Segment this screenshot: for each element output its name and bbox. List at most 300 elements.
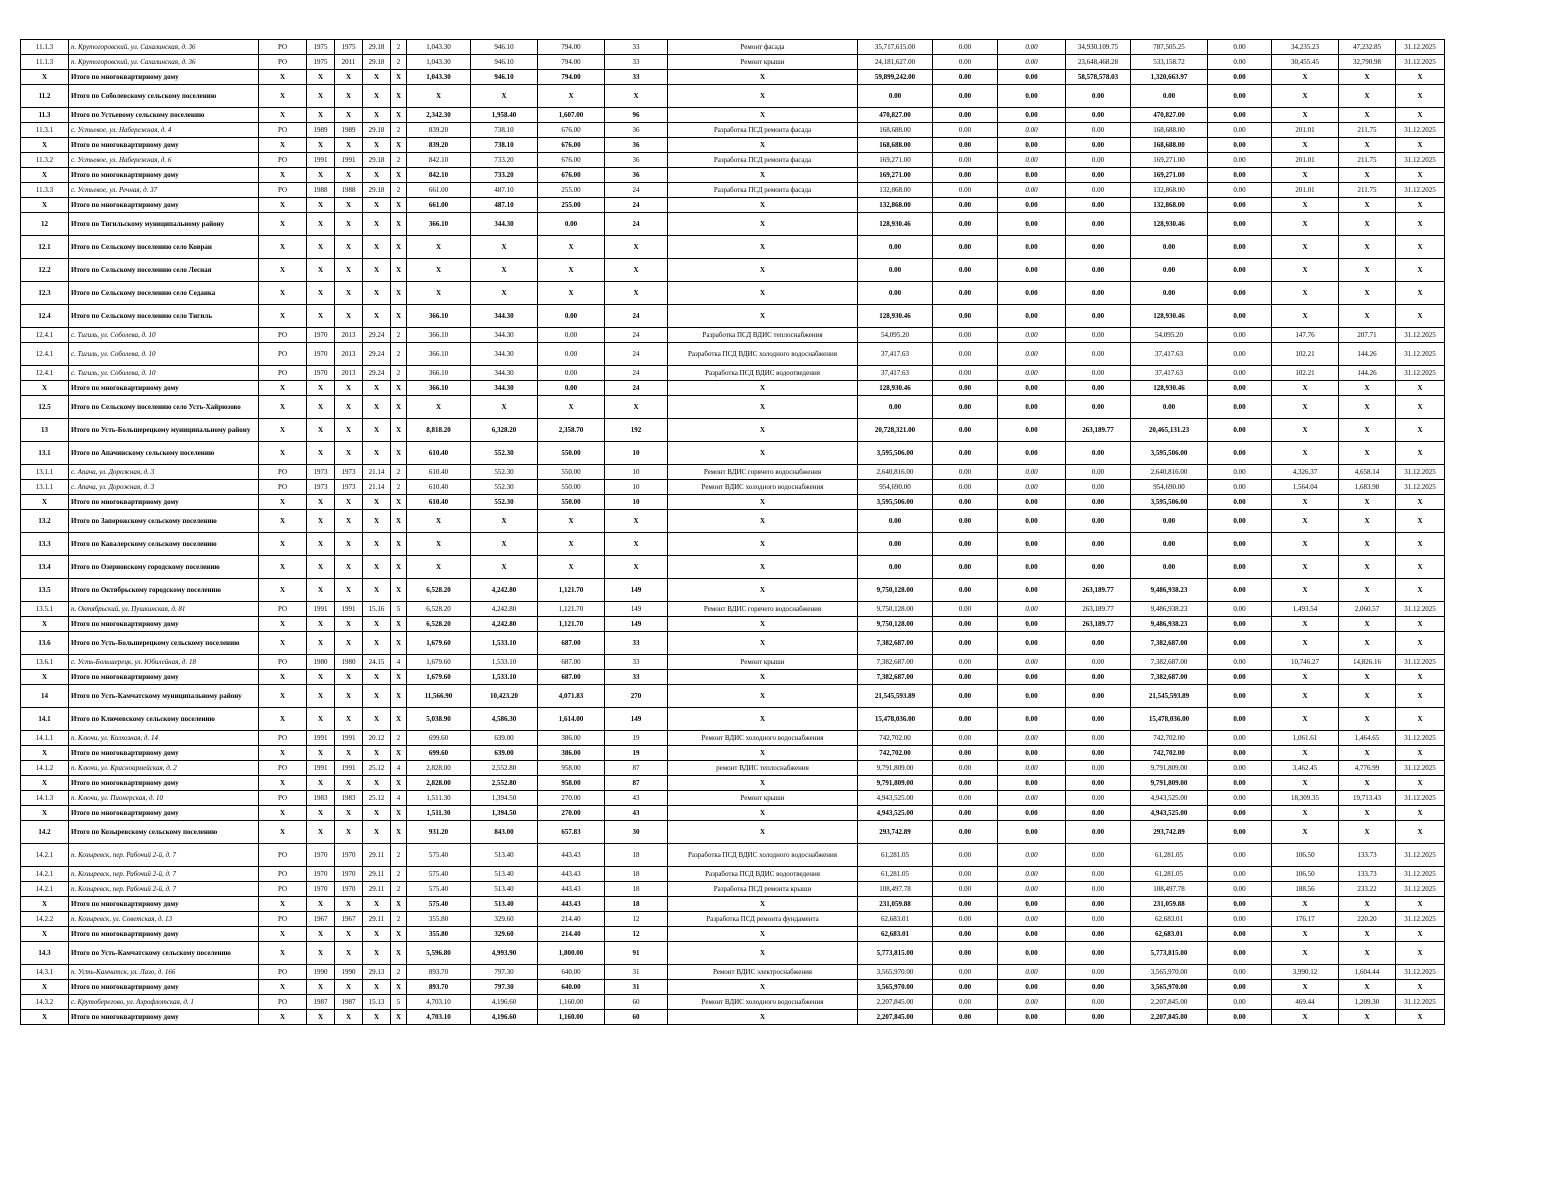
- table-row: [21, 108, 1445, 123]
- cell-deadline: Х: [1396, 419, 1445, 442]
- cell-unit-cost: Х: [1272, 685, 1339, 708]
- cell-year-repair: 1967: [335, 912, 363, 927]
- table-row: [21, 480, 1445, 495]
- cell-fund-local: 0.00: [1066, 396, 1131, 419]
- cell-area-other: 255.00: [538, 198, 605, 213]
- table-row: [21, 897, 1445, 912]
- cell-address: Итого по Усть-Большерецкому сельскому поселению: [69, 632, 259, 655]
- cell-num: 14.3: [21, 942, 69, 965]
- cell-work-type: Разработка ПСД ремонта фасада: [668, 183, 858, 198]
- cell-unit-cost: Х: [1272, 821, 1339, 844]
- cell-unit-cost: Х: [1272, 85, 1339, 108]
- cell-work-type: Разработка ПСД ремонта фундамента: [668, 912, 858, 927]
- cell-deadline: Х: [1396, 442, 1445, 465]
- cell-area-other: 0.00: [538, 343, 605, 366]
- cell-area-living: 552.30: [471, 495, 538, 510]
- cell-address: п. Ключи, ул. Пионерская, д. 10: [69, 791, 259, 806]
- cell-fund-local: 0.00: [1066, 844, 1131, 867]
- cell-fund-federal: 0.00: [933, 579, 998, 602]
- cell-unit-cost-limit: 207.71: [1339, 328, 1396, 343]
- cell-cost-total: 4,943,525.00: [858, 806, 933, 821]
- cell-fund-federal: 0.00: [933, 708, 998, 731]
- cell-cost-total: 0.00: [858, 510, 933, 533]
- cell-unit-cost-limit: 144.26: [1339, 343, 1396, 366]
- cell-year-built: Х: [307, 980, 335, 995]
- cell-wear: 29.11: [363, 867, 391, 882]
- cell-work-type: Разработка ПСД ремонта фасада: [668, 153, 858, 168]
- cell-deadline: Х: [1396, 213, 1445, 236]
- cell-area-living: 487.10: [471, 198, 538, 213]
- cell-unit-cost-limit: Х: [1339, 259, 1396, 282]
- cell-area-total: 366.10: [407, 381, 471, 396]
- cell-cost-total: 0.00: [858, 282, 933, 305]
- cell-fund-federal: 0.00: [933, 123, 998, 138]
- cell-residents: Х: [605, 510, 668, 533]
- cell-ro: Х: [259, 198, 307, 213]
- cell-unit-cost-limit: Х: [1339, 556, 1396, 579]
- cell-floors: 2: [391, 882, 407, 897]
- cell-year-built: Х: [307, 70, 335, 85]
- cell-year-repair: Х: [335, 282, 363, 305]
- cell-floors: Х: [391, 259, 407, 282]
- cell-unit-cost: Х: [1272, 70, 1339, 85]
- cell-area-living: 513.40: [471, 844, 538, 867]
- cell-unit-cost-limit: Х: [1339, 579, 1396, 602]
- cell-wear: 29.18: [363, 183, 391, 198]
- cell-year-repair: 1991: [335, 761, 363, 776]
- cell-year-built: Х: [307, 632, 335, 655]
- cell-area-total: Х: [407, 259, 471, 282]
- cell-work-type: Ремонт крыши: [668, 655, 858, 670]
- cell-fund-regional: 0.00: [998, 533, 1066, 556]
- cell-wear: 29.18: [363, 55, 391, 70]
- cell-area-total: 610.40: [407, 465, 471, 480]
- cell-unit-cost-limit: Х: [1339, 282, 1396, 305]
- table-row: [21, 465, 1445, 480]
- cell-ro: Х: [259, 495, 307, 510]
- cell-cost-total: 54,095.20: [858, 328, 933, 343]
- cell-year-repair: Х: [335, 495, 363, 510]
- cell-year-built: Х: [307, 670, 335, 685]
- cell-unit-cost-limit: 47,232.85: [1339, 40, 1396, 55]
- cell-area-total: 366.10: [407, 305, 471, 328]
- cell-residents: 33: [605, 70, 668, 85]
- cell-work-type: Ремонт фасада: [668, 40, 858, 55]
- cell-fund-other: 0.00: [1208, 746, 1272, 761]
- cell-cost-total: 128,930.46: [858, 305, 933, 328]
- cell-wear: Х: [363, 198, 391, 213]
- cell-floors: 2: [391, 912, 407, 927]
- cell-floors: Х: [391, 282, 407, 305]
- cell-residents: 87: [605, 761, 668, 776]
- cell-fund-federal: 0.00: [933, 85, 998, 108]
- cell-year-built: 1989: [307, 123, 335, 138]
- cell-fund-federal: 0.00: [933, 617, 998, 632]
- cell-floors: 4: [391, 761, 407, 776]
- cell-work-type: Х: [668, 617, 858, 632]
- cell-fund-owners: 61,281.05: [1131, 844, 1208, 867]
- cell-ro: Х: [259, 942, 307, 965]
- cell-area-living: 738.10: [471, 138, 538, 153]
- cell-cost-total: 62,683.01: [858, 927, 933, 942]
- cell-area-total: 839.20: [407, 123, 471, 138]
- cell-residents: 12: [605, 912, 668, 927]
- cell-wear: Х: [363, 419, 391, 442]
- cell-fund-local: 0.00: [1066, 533, 1131, 556]
- cell-area-living: 487.10: [471, 183, 538, 198]
- cell-area-total: 8,818.20: [407, 419, 471, 442]
- cell-work-type: Х: [668, 670, 858, 685]
- cell-ro: Х: [259, 632, 307, 655]
- cell-area-other: 550.00: [538, 480, 605, 495]
- cell-area-total: 699.60: [407, 746, 471, 761]
- cell-unit-cost-limit: Х: [1339, 632, 1396, 655]
- cell-wear: Х: [363, 776, 391, 791]
- cell-fund-federal: 0.00: [933, 396, 998, 419]
- cell-area-total: 5,038.90: [407, 708, 471, 731]
- cell-fund-regional: 0.00: [998, 942, 1066, 965]
- table-row: [21, 70, 1445, 85]
- cell-ro: РО: [259, 844, 307, 867]
- cell-area-other: 676.00: [538, 138, 605, 153]
- cell-unit-cost-limit: Х: [1339, 708, 1396, 731]
- cell-unit-cost: Х: [1272, 897, 1339, 912]
- cell-fund-regional: 0.00: [998, 602, 1066, 617]
- cell-wear: Х: [363, 108, 391, 123]
- cell-work-type: Х: [668, 806, 858, 821]
- cell-fund-owners: 7,382,687.00: [1131, 670, 1208, 685]
- cell-unit-cost-limit: Х: [1339, 213, 1396, 236]
- cell-fund-local: 0.00: [1066, 168, 1131, 183]
- cell-address: с. Тигиль, ул. Соболева, д. 10: [69, 343, 259, 366]
- table-row: [21, 708, 1445, 731]
- cell-num: 14.2.1: [21, 882, 69, 897]
- cell-wear: Х: [363, 85, 391, 108]
- cell-year-built: Х: [307, 579, 335, 602]
- cell-deadline: 31.12.2025: [1396, 153, 1445, 168]
- cell-fund-local: 0.00: [1066, 942, 1131, 965]
- cell-wear: 29.18: [363, 40, 391, 55]
- cell-fund-other: 0.00: [1208, 198, 1272, 213]
- cell-fund-regional: 0.00: [998, 761, 1066, 776]
- cell-fund-owners: 132,868.00: [1131, 183, 1208, 198]
- cell-area-other: 958.00: [538, 761, 605, 776]
- cell-fund-local: 0.00: [1066, 328, 1131, 343]
- cell-year-built: 1973: [307, 465, 335, 480]
- cell-deadline: Х: [1396, 776, 1445, 791]
- cell-floors: Х: [391, 821, 407, 844]
- cell-floors: 2: [391, 328, 407, 343]
- cell-ro: Х: [259, 419, 307, 442]
- cell-work-type: Х: [668, 1010, 858, 1025]
- cell-area-total: 11,566.90: [407, 685, 471, 708]
- cell-fund-owners: 21,545,593.89: [1131, 685, 1208, 708]
- cell-work-type: Х: [668, 495, 858, 510]
- cell-area-total: 893.70: [407, 980, 471, 995]
- cell-fund-owners: 168,688.00: [1131, 138, 1208, 153]
- cell-fund-owners: 4,943,525.00: [1131, 791, 1208, 806]
- cell-cost-total: 3,595,506.00: [858, 442, 933, 465]
- cell-area-total: 5,596.80: [407, 942, 471, 965]
- cell-ro: РО: [259, 366, 307, 381]
- cell-num: 13.5.1: [21, 602, 69, 617]
- cell-cost-total: 132,868.00: [858, 183, 933, 198]
- cell-area-total: 1,043.30: [407, 70, 471, 85]
- cell-residents: 19: [605, 731, 668, 746]
- cell-fund-regional: 0.00: [998, 912, 1066, 927]
- cell-fund-other: 0.00: [1208, 533, 1272, 556]
- cell-unit-cost-limit: 211.75: [1339, 123, 1396, 138]
- cell-wear: Х: [363, 579, 391, 602]
- cell-unit-cost: Х: [1272, 236, 1339, 259]
- cell-unit-cost: Х: [1272, 806, 1339, 821]
- cell-area-other: 1,121.70: [538, 602, 605, 617]
- cell-deadline: Х: [1396, 579, 1445, 602]
- cell-fund-regional: 0.00: [998, 927, 1066, 942]
- cell-year-built: Х: [307, 776, 335, 791]
- cell-area-living: 513.40: [471, 897, 538, 912]
- cell-fund-federal: 0.00: [933, 746, 998, 761]
- cell-fund-owners: 3,565,970.00: [1131, 965, 1208, 980]
- cell-fund-owners: 7,382,687.00: [1131, 655, 1208, 670]
- cell-year-repair: Х: [335, 685, 363, 708]
- cell-fund-regional: 0.00: [998, 980, 1066, 995]
- cell-area-other: 1,607.00: [538, 108, 605, 123]
- cell-fund-federal: 0.00: [933, 942, 998, 965]
- table-row: [21, 510, 1445, 533]
- cell-floors: 4: [391, 791, 407, 806]
- cell-area-total: Х: [407, 282, 471, 305]
- cell-year-repair: Х: [335, 442, 363, 465]
- cell-fund-local: 0.00: [1066, 882, 1131, 897]
- cell-area-living: 4,242.80: [471, 579, 538, 602]
- cell-unit-cost: Х: [1272, 213, 1339, 236]
- cell-area-other: 550.00: [538, 465, 605, 480]
- cell-fund-federal: 0.00: [933, 183, 998, 198]
- cell-fund-federal: 0.00: [933, 282, 998, 305]
- cell-residents: 10: [605, 442, 668, 465]
- cell-area-total: Х: [407, 396, 471, 419]
- cell-cost-total: 15,478,036.00: [858, 708, 933, 731]
- cell-year-built: Х: [307, 282, 335, 305]
- cell-year-repair: 1988: [335, 183, 363, 198]
- cell-deadline: 31.12.2025: [1396, 731, 1445, 746]
- cell-wear: 21.14: [363, 465, 391, 480]
- cell-year-built: Х: [307, 746, 335, 761]
- table-row: [21, 138, 1445, 153]
- cell-cost-total: 7,382,687.00: [858, 655, 933, 670]
- cell-fund-federal: 0.00: [933, 108, 998, 123]
- cell-year-repair: Х: [335, 138, 363, 153]
- cell-work-type: Ремонт ВДИС горячего водоснабжения: [668, 465, 858, 480]
- cell-cost-total: 742,702.00: [858, 731, 933, 746]
- cell-area-other: 443.43: [538, 867, 605, 882]
- cell-fund-local: 0.00: [1066, 305, 1131, 328]
- cell-fund-other: 0.00: [1208, 153, 1272, 168]
- cell-ro: Х: [259, 381, 307, 396]
- cell-fund-local: 0.00: [1066, 153, 1131, 168]
- cell-fund-regional: 0.00: [998, 305, 1066, 328]
- cell-num: 13.4: [21, 556, 69, 579]
- cell-area-total: 2,342.30: [407, 108, 471, 123]
- cell-work-type: Х: [668, 579, 858, 602]
- cell-year-built: 1991: [307, 153, 335, 168]
- cell-num: 11.1.3: [21, 40, 69, 55]
- cell-fund-local: 0.00: [1066, 85, 1131, 108]
- cell-floors: 2: [391, 731, 407, 746]
- cell-floors: Х: [391, 927, 407, 942]
- cell-wear: Х: [363, 282, 391, 305]
- cell-fund-regional: 0.00: [998, 746, 1066, 761]
- cell-cost-total: 37,417.63: [858, 343, 933, 366]
- cell-year-repair: 1991: [335, 602, 363, 617]
- cell-year-repair: Х: [335, 236, 363, 259]
- cell-unit-cost-limit: 4,776.99: [1339, 761, 1396, 776]
- cell-address: Итого по многоквартирному дому: [69, 776, 259, 791]
- cell-ro: РО: [259, 343, 307, 366]
- cell-year-built: Х: [307, 617, 335, 632]
- cell-residents: 33: [605, 632, 668, 655]
- cell-deadline: Х: [1396, 85, 1445, 108]
- cell-fund-other: 0.00: [1208, 844, 1272, 867]
- cell-wear: 24.15: [363, 655, 391, 670]
- cell-area-total: 661.00: [407, 183, 471, 198]
- cell-unit-cost-limit: 211.75: [1339, 183, 1396, 198]
- cell-residents: 18: [605, 844, 668, 867]
- cell-fund-owners: 954,690.00: [1131, 480, 1208, 495]
- cell-residents: 31: [605, 965, 668, 980]
- cell-fund-regional: 0.00: [998, 343, 1066, 366]
- cell-residents: Х: [605, 396, 668, 419]
- cell-deadline: 31.12.2025: [1396, 602, 1445, 617]
- cell-unit-cost: Х: [1272, 980, 1339, 995]
- cell-num: 12.4: [21, 305, 69, 328]
- cell-fund-other: 0.00: [1208, 480, 1272, 495]
- cell-fund-federal: 0.00: [933, 882, 998, 897]
- cell-area-total: 1,679.60: [407, 670, 471, 685]
- cell-ro: Х: [259, 685, 307, 708]
- cell-area-total: 1,043.30: [407, 40, 471, 55]
- cell-address: Итого по Усть-Большерецкому муниципальному району: [69, 419, 259, 442]
- cell-deadline: Х: [1396, 108, 1445, 123]
- cell-unit-cost: Х: [1272, 442, 1339, 465]
- cell-fund-owners: 9,486,938.23: [1131, 579, 1208, 602]
- cell-area-total: 2,828.00: [407, 761, 471, 776]
- cell-area-other: 443.43: [538, 882, 605, 897]
- cell-unit-cost-limit: Х: [1339, 746, 1396, 761]
- cell-residents: Х: [605, 556, 668, 579]
- cell-deadline: Х: [1396, 305, 1445, 328]
- cell-floors: 5: [391, 602, 407, 617]
- cell-ro: Х: [259, 442, 307, 465]
- cell-area-living: Х: [471, 236, 538, 259]
- cell-residents: 91: [605, 942, 668, 965]
- cell-year-repair: Х: [335, 70, 363, 85]
- cell-year-built: 1970: [307, 844, 335, 867]
- cell-area-living: 843.00: [471, 821, 538, 844]
- cell-year-built: Х: [307, 821, 335, 844]
- table-row: [21, 259, 1445, 282]
- cell-unit-cost: Х: [1272, 579, 1339, 602]
- cell-unit-cost: 469.44: [1272, 995, 1339, 1010]
- cell-unit-cost: Х: [1272, 168, 1339, 183]
- cell-unit-cost-limit: Х: [1339, 168, 1396, 183]
- cell-year-built: Х: [307, 108, 335, 123]
- cell-fund-other: 0.00: [1208, 419, 1272, 442]
- cell-address: Итого по многоквартирному дому: [69, 1010, 259, 1025]
- cell-residents: 33: [605, 655, 668, 670]
- cell-area-total: Х: [407, 510, 471, 533]
- cell-fund-local: 0.00: [1066, 791, 1131, 806]
- cell-area-total: 2,828.00: [407, 776, 471, 791]
- cell-year-repair: 1973: [335, 480, 363, 495]
- table-row: [21, 236, 1445, 259]
- cell-fund-federal: 0.00: [933, 927, 998, 942]
- cell-deadline: 31.12.2025: [1396, 343, 1445, 366]
- cell-area-living: 4,993.90: [471, 942, 538, 965]
- cell-area-living: 738.10: [471, 123, 538, 138]
- cell-unit-cost: Х: [1272, 259, 1339, 282]
- cell-residents: 24: [605, 343, 668, 366]
- cell-fund-owners: 293,742.89: [1131, 821, 1208, 844]
- cell-work-type: Х: [668, 213, 858, 236]
- cell-year-repair: 2013: [335, 343, 363, 366]
- cell-fund-regional: 0.00: [998, 1010, 1066, 1025]
- cell-residents: 24: [605, 328, 668, 343]
- cell-wear: Х: [363, 305, 391, 328]
- table-row: [21, 495, 1445, 510]
- cell-num: 14.1: [21, 708, 69, 731]
- cell-ro: РО: [259, 995, 307, 1010]
- cell-floors: 4: [391, 655, 407, 670]
- cell-area-living: 1,394.50: [471, 791, 538, 806]
- cell-floors: Х: [391, 510, 407, 533]
- cell-fund-regional: 0.00: [998, 731, 1066, 746]
- table-row: [21, 602, 1445, 617]
- cell-num: Х: [21, 138, 69, 153]
- cell-fund-local: 0.00: [1066, 776, 1131, 791]
- cell-ro: РО: [259, 912, 307, 927]
- table-row: [21, 746, 1445, 761]
- cell-fund-owners: 62,683.01: [1131, 912, 1208, 927]
- cell-residents: Х: [605, 282, 668, 305]
- cell-cost-total: 128,930.46: [858, 381, 933, 396]
- cell-address: п. Козыревск, ул. Советская, д. 13: [69, 912, 259, 927]
- cell-work-type: Ремонт ВДИС электроснабжения: [668, 965, 858, 980]
- cell-deadline: Х: [1396, 236, 1445, 259]
- cell-area-living: 946.10: [471, 70, 538, 85]
- cell-cost-total: 742,702.00: [858, 746, 933, 761]
- cell-floors: Х: [391, 495, 407, 510]
- table-row: [21, 198, 1445, 213]
- cell-fund-local: 0.00: [1066, 1010, 1131, 1025]
- cell-fund-other: 0.00: [1208, 927, 1272, 942]
- cell-fund-other: 0.00: [1208, 328, 1272, 343]
- cell-year-repair: 1973: [335, 465, 363, 480]
- cell-area-total: 575.40: [407, 882, 471, 897]
- cell-residents: 10: [605, 465, 668, 480]
- cell-cost-total: 128,930.46: [858, 213, 933, 236]
- table-row: [21, 305, 1445, 328]
- cell-unit-cost: 102.21: [1272, 343, 1339, 366]
- cell-fund-federal: 0.00: [933, 655, 998, 670]
- cell-unit-cost: Х: [1272, 746, 1339, 761]
- cell-area-other: 386.00: [538, 746, 605, 761]
- cell-fund-other: 0.00: [1208, 806, 1272, 821]
- cell-address: Итого по Тигильскому муниципальному району: [69, 213, 259, 236]
- cell-area-total: 366.10: [407, 328, 471, 343]
- cell-address: с. Устьевое, ул. Речная, д. 37: [69, 183, 259, 198]
